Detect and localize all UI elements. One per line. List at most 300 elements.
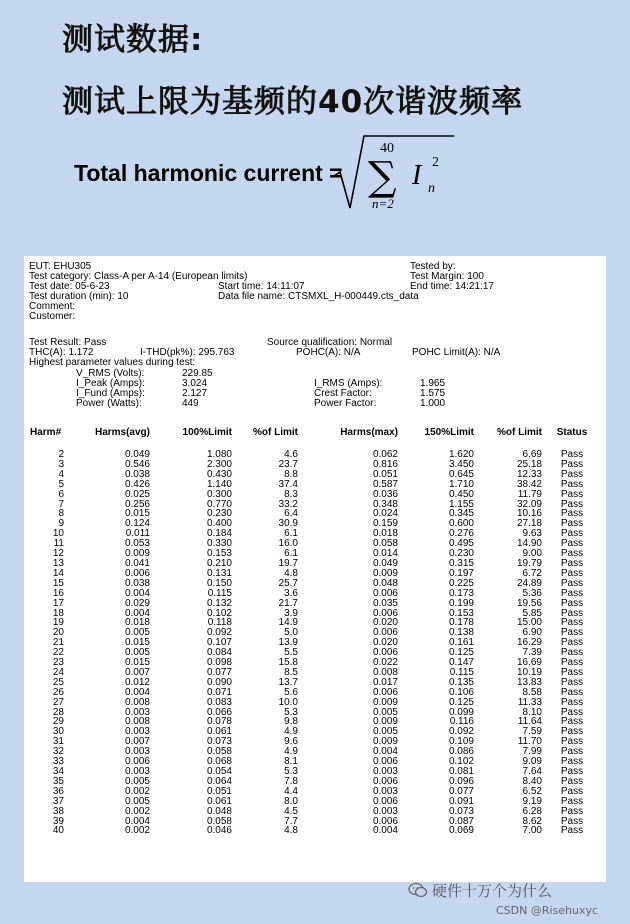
table-cell: 0.161: [448, 637, 474, 649]
table-cell: 0.048: [372, 577, 398, 589]
table-cell: 0.770: [206, 498, 232, 510]
table-cell: 11.33: [517, 696, 542, 708]
formula-subscript: n: [428, 181, 435, 196]
table-cell: 0.002: [124, 805, 150, 817]
status-cell: Pass: [560, 775, 584, 787]
table-cell: 0.006: [372, 815, 398, 827]
table-cell: 5.5: [284, 647, 298, 659]
thc-value: THC(A): 1.172: [29, 347, 94, 358]
table-cell: 0.430: [206, 468, 232, 480]
table-cell: 0.003: [372, 785, 398, 797]
table-cell: 16.69: [516, 657, 542, 669]
table-cell: 0.015: [124, 657, 150, 669]
status-cell: Pass: [560, 716, 584, 728]
table-cell: 0.024: [372, 508, 398, 520]
param-value: 1.575: [420, 388, 446, 399]
table-cell: 31: [52, 736, 64, 748]
table-cell: 10.19: [516, 666, 542, 678]
table-cell: 0.173: [448, 587, 474, 599]
table-cell: 0.049: [372, 557, 398, 569]
param-label: Crest Factor:: [314, 388, 372, 399]
table-cell: 0.029: [124, 597, 150, 609]
table-cell: 21: [52, 637, 64, 649]
status-cell: Pass: [560, 458, 584, 470]
table-cell: 0.816: [372, 458, 398, 470]
table-cell: 0.049: [124, 449, 150, 460]
param-value: 1.000: [420, 398, 446, 409]
table-cell: 24: [52, 666, 64, 678]
test-margin: Test Margin: 100: [410, 271, 484, 282]
status-cell: Pass: [560, 676, 584, 688]
table-cell: 0.008: [372, 666, 398, 678]
table-cell: 34: [52, 766, 64, 777]
table-cell: 0.006: [372, 756, 398, 768]
table-row: [28, 708, 600, 718]
table-cell: 0.022: [372, 657, 398, 669]
table-cell: 8.8: [284, 468, 298, 480]
table-cell: 16.29: [516, 637, 542, 649]
column-header: Harm#: [30, 426, 62, 438]
table-cell: 19.7: [278, 557, 298, 569]
status-cell: Pass: [560, 617, 584, 629]
formula-upper-limit: 40: [380, 141, 394, 156]
test-category: Test category: Class-A per A-14 (European limits): [29, 271, 248, 282]
eut-label: EUT: EHU305: [29, 261, 92, 272]
table-cell: 27: [52, 696, 64, 708]
status-cell: Pass: [560, 528, 584, 540]
table-cell: 13.9: [278, 637, 298, 649]
table-cell: 19.56: [516, 597, 542, 609]
harmonics-table: [28, 424, 600, 836]
table-cell: 0.003: [124, 746, 150, 758]
table-cell: 0.276: [448, 528, 474, 540]
wechat-watermark-text: 硬件十万个为什么: [432, 882, 553, 900]
table-cell: 0.069: [448, 825, 474, 837]
table-row: [28, 648, 600, 658]
table-cell: 0.256: [124, 498, 150, 510]
table-cell: 12: [52, 548, 64, 560]
table-cell: 0.006: [124, 756, 150, 768]
table-cell: 11: [53, 538, 64, 550]
table-row: [28, 609, 600, 619]
table-cell: 0.004: [124, 587, 150, 599]
table-cell: 6.1: [284, 548, 298, 560]
table-cell: 8.40: [522, 775, 542, 787]
table-row: [28, 559, 600, 569]
formula-sqrt-sum: [332, 132, 462, 212]
table-cell: 0.073: [206, 736, 232, 748]
table-cell: 7.99: [522, 746, 542, 758]
status-cell: Pass: [560, 538, 584, 550]
table-cell: 0.020: [372, 637, 398, 649]
table-cell: 0.135: [448, 676, 474, 688]
table-cell: 0.315: [448, 557, 474, 569]
table-cell: 1.140: [206, 478, 232, 490]
table-cell: 7.39: [522, 647, 542, 659]
status-cell: Pass: [560, 686, 584, 698]
table-cell: 0.345: [448, 508, 474, 520]
table-cell: 0.009: [372, 716, 398, 728]
table-cell: 7.8: [284, 775, 298, 787]
table-cell: 2.300: [206, 458, 232, 470]
param-label: Power Factor:: [314, 398, 377, 409]
table-cell: 0.038: [124, 468, 150, 480]
table-cell: 6.28: [522, 805, 542, 817]
table-cell: 8.3: [284, 488, 298, 500]
param-value: 3.024: [182, 378, 208, 389]
table-cell: 13.83: [516, 676, 542, 688]
table-cell: 0.348: [372, 498, 398, 510]
table-cell: 9: [58, 518, 64, 530]
table-cell: 0.004: [124, 815, 150, 827]
wechat-watermark: [408, 880, 552, 901]
table-cell: 18: [52, 607, 64, 619]
table-cell: 0.230: [448, 548, 474, 560]
formula-lower-limit: n=2: [372, 196, 394, 211]
table-cell: 5.0: [284, 627, 298, 639]
table-cell: 0.006: [372, 587, 398, 599]
formula-label: Total harmonic current =: [74, 160, 343, 186]
data-file-name: Data file name: CTSMXL_H-000449.cts_data: [218, 291, 419, 302]
test-report-sheet: [24, 256, 606, 882]
table-cell: 19: [52, 617, 64, 629]
table-row: [28, 490, 600, 500]
table-cell: 9.8: [284, 716, 298, 728]
table-cell: 0.004: [124, 686, 150, 698]
table-cell: 0.138: [448, 627, 474, 639]
thc-formula: [74, 132, 474, 212]
table-cell: 0.150: [206, 577, 232, 589]
table-cell: 32.09: [516, 498, 542, 510]
table-cell: 20: [52, 627, 64, 639]
table-cell: 0.225: [448, 577, 474, 589]
table-row: [28, 470, 600, 480]
table-row: [28, 817, 600, 827]
table-row: [28, 500, 600, 510]
status-cell: Pass: [560, 795, 584, 807]
table-cell: 8.5: [284, 666, 298, 678]
table-row: [28, 450, 600, 460]
table-cell: 0.014: [372, 548, 398, 560]
table-row: [28, 539, 600, 549]
table-row: [28, 618, 600, 628]
table-cell: 0.132: [206, 597, 232, 609]
table-cell: 0.092: [448, 726, 474, 738]
table-cell: 5.3: [284, 766, 298, 777]
table-cell: 0.051: [206, 785, 232, 797]
table-cell: 0.400: [206, 518, 232, 530]
table-cell: 0.009: [124, 548, 150, 560]
table-cell: 14: [52, 567, 64, 579]
table-cell: 0.115: [207, 587, 232, 599]
table-cell: 4.6: [284, 449, 298, 460]
table-row: [28, 529, 600, 539]
table-row: [28, 480, 600, 490]
table-cell: 7.00: [522, 825, 542, 837]
table-cell: 0.006: [372, 795, 398, 807]
table-cell: 14.9: [278, 617, 298, 629]
table-cell: 1.620: [448, 449, 474, 460]
table-cell: 4.9: [284, 746, 298, 758]
status-cell: Pass: [560, 805, 584, 817]
table-cell: 0.011: [125, 528, 150, 540]
table-cell: 7.7: [284, 815, 298, 827]
table-cell: 0.495: [448, 538, 474, 550]
table-cell: 0.006: [372, 627, 398, 639]
table-cell: 1.710: [448, 478, 474, 490]
table-row: [28, 628, 600, 638]
table-cell: 0.153: [206, 548, 232, 560]
table-cell: 23.7: [278, 458, 298, 470]
status-cell: Pass: [560, 726, 584, 738]
table-cell: 8: [58, 508, 64, 520]
table-cell: 0.106: [448, 686, 474, 698]
table-cell: 0.230: [206, 508, 232, 520]
table-cell: 0.199: [448, 597, 474, 609]
table-cell: 0.330: [206, 538, 232, 550]
table-cell: 0.015: [124, 637, 150, 649]
comment-label: Comment:: [29, 301, 76, 312]
column-header: 100%Limit: [182, 426, 232, 438]
status-cell: Pass: [560, 666, 584, 678]
table-cell: 8.62: [522, 815, 542, 827]
table-cell: 5: [58, 478, 64, 490]
table-row: [28, 658, 600, 668]
slide-subtitle: 测试上限为基频的40次谐波频率: [62, 84, 524, 120]
status-cell: Pass: [560, 647, 584, 659]
table-cell: 24.89: [516, 577, 542, 589]
table-cell: 0.159: [372, 518, 398, 530]
table-cell: 0.645: [448, 468, 474, 480]
table-cell: 8.1: [284, 756, 298, 768]
table-cell: 25.18: [516, 458, 542, 470]
status-cell: Pass: [560, 657, 584, 669]
status-cell: Pass: [560, 627, 584, 639]
table-cell: 6.90: [522, 627, 542, 639]
table-cell: 0.054: [206, 766, 232, 777]
table-cell: 0.051: [372, 468, 398, 480]
tested-by-label: Tested by:: [410, 261, 456, 272]
table-cell: 0.058: [206, 746, 232, 758]
table-row: [28, 460, 600, 470]
table-row: [28, 777, 600, 787]
table-cell: 8.58: [522, 686, 542, 698]
table-cell: 0.008: [124, 696, 150, 708]
table-cell: 5.6: [284, 686, 298, 698]
table-cell: 0.020: [372, 617, 398, 629]
table-cell: 0.018: [372, 528, 398, 540]
table-cell: 0.017: [372, 676, 398, 688]
table-cell: 0.007: [124, 736, 150, 748]
table-row: [28, 579, 600, 589]
table-cell: 0.086: [448, 746, 474, 758]
formula-superscript: 2: [432, 155, 439, 170]
pohc-value: POHC(A): N/A: [296, 347, 361, 358]
status-cell: Pass: [560, 587, 584, 599]
table-cell: 2: [58, 449, 64, 460]
table-cell: 0.092: [206, 627, 232, 639]
table-cell: 5.36: [522, 587, 542, 599]
table-cell: 0.081: [448, 766, 474, 777]
table-row: [28, 678, 600, 688]
table-row: [28, 757, 600, 767]
table-cell: 4.5: [284, 805, 298, 817]
table-cell: 5.3: [284, 706, 298, 718]
status-cell: Pass: [560, 756, 584, 768]
table-cell: 9.09: [522, 756, 542, 768]
table-cell: 0.091: [448, 795, 474, 807]
table-cell: 0.003: [372, 805, 398, 817]
table-cell: 37: [52, 795, 64, 807]
table-cell: 30: [52, 726, 64, 738]
table-row: [28, 747, 600, 757]
table-cell: 38.42: [516, 478, 542, 490]
table-cell: 4.4: [284, 785, 298, 797]
table-cell: 6.4: [284, 508, 298, 520]
ithd-value: I-THD(pk%): 295.763: [140, 347, 235, 358]
status-cell: Pass: [560, 449, 584, 460]
table-cell: 0.005: [124, 627, 150, 639]
table-cell: 16.0: [278, 538, 298, 550]
table-cell: 0.600: [448, 518, 474, 530]
table-cell: 0.046: [206, 825, 232, 837]
table-cell: 0.007: [124, 666, 150, 678]
table-cell: 33: [52, 756, 64, 768]
table-cell: 3: [58, 458, 64, 470]
table-cell: 0.125: [448, 696, 474, 708]
status-cell: Pass: [560, 567, 584, 579]
param-value: 449: [182, 398, 199, 409]
status-cell: Pass: [560, 637, 584, 649]
csdn-watermark: CSDN @Risehuxyc: [496, 904, 599, 917]
table-row: [28, 797, 600, 807]
table-cell: 0.426: [124, 478, 150, 490]
table-cell: 0.096: [448, 775, 474, 787]
table-cell: 6.1: [284, 528, 298, 540]
column-header: Harms(max): [340, 426, 398, 438]
status-cell: Pass: [560, 478, 584, 490]
table-cell: 0.006: [372, 607, 398, 619]
status-cell: Pass: [560, 468, 584, 480]
table-cell: 0.102: [448, 756, 474, 768]
table-cell: 3.9: [284, 607, 298, 619]
table-cell: 3.6: [284, 587, 298, 599]
table-cell: 37.4: [278, 478, 298, 490]
table-cell: 0.131: [206, 567, 232, 579]
status-cell: Pass: [560, 488, 584, 500]
table-cell: 15.8: [278, 657, 298, 669]
table-cell: 0.546: [124, 458, 150, 470]
table-row: [28, 826, 600, 836]
status-cell: Pass: [560, 518, 584, 530]
table-cell: 0.002: [124, 825, 150, 837]
table-cell: 0.062: [372, 449, 398, 460]
table-cell: 0.041: [124, 557, 150, 569]
status-cell: Pass: [560, 825, 584, 837]
table-cell: 0.184: [206, 528, 232, 540]
table-cell: 1.155: [448, 498, 474, 510]
table-cell: 14.90: [516, 538, 542, 550]
table-cell: 0.025: [124, 488, 150, 500]
table-cell: 0.300: [206, 488, 232, 500]
status-cell: Pass: [560, 557, 584, 569]
table-cell: 0.061: [206, 795, 232, 807]
table-cell: 0.018: [124, 617, 150, 629]
param-label: I_Peak (Amps):: [76, 378, 145, 389]
table-cell: 11.79: [517, 488, 542, 500]
table-cell: 9.63: [522, 528, 542, 540]
table-cell: 32: [52, 746, 64, 758]
table-row: [28, 638, 600, 648]
test-duration: Test duration (min): 10: [29, 291, 129, 302]
table-cell: 0.006: [124, 567, 150, 579]
table-cell: 0.036: [372, 488, 398, 500]
table-header-row: [28, 424, 600, 440]
table-cell: 0.178: [448, 617, 474, 629]
column-header: %of Limit: [497, 426, 542, 438]
table-cell: 33.2: [278, 498, 298, 510]
status-cell: Pass: [560, 706, 584, 718]
table-cell: 25.7: [278, 577, 298, 589]
table-cell: 0.068: [206, 756, 232, 768]
table-cell: 0.077: [448, 785, 474, 797]
table-cell: 0.048: [206, 805, 232, 817]
table-cell: 7.64: [522, 766, 542, 777]
table-cell: 0.118: [207, 617, 232, 629]
table-cell: 4: [58, 468, 64, 480]
table-cell: 4.8: [284, 567, 298, 579]
column-header: Status: [556, 426, 588, 438]
table-cell: 10: [52, 528, 64, 540]
status-cell: Pass: [560, 597, 584, 609]
table-cell: 39: [52, 815, 64, 827]
test-date: Test date: 05-6-23: [29, 281, 110, 292]
table-row: [28, 509, 600, 519]
table-cell: 0.210: [206, 557, 232, 569]
table-cell: 0.115: [449, 666, 474, 678]
table-cell: 0.005: [124, 795, 150, 807]
table-cell: 11.70: [517, 736, 542, 748]
table-cell: 0.003: [124, 706, 150, 718]
table-cell: 0.147: [448, 657, 474, 669]
table-cell: 29: [52, 716, 64, 728]
table-cell: 0.005: [124, 775, 150, 787]
table-row: [28, 569, 600, 579]
table-cell: 0.125: [448, 647, 474, 659]
table-row: [28, 668, 600, 678]
param-label: Power (Watts):: [76, 398, 142, 409]
param-value: 229.85: [182, 368, 213, 379]
table-cell: 0.587: [372, 478, 398, 490]
table-cell: 0.002: [124, 785, 150, 797]
table-cell: 26: [52, 686, 64, 698]
table-cell: 0.098: [206, 657, 232, 669]
formula-variable: I: [412, 160, 422, 191]
status-cell: Pass: [560, 607, 584, 619]
status-cell: Pass: [560, 766, 584, 777]
table-cell: 0.102: [206, 607, 232, 619]
table-cell: 0.084: [206, 647, 232, 659]
status-cell: Pass: [560, 815, 584, 827]
table-cell: 28: [52, 706, 64, 718]
table-cell: 0.005: [124, 647, 150, 659]
param-label: I_Fund (Amps):: [76, 388, 145, 399]
table-cell: 0.073: [448, 805, 474, 817]
source-qualification: Source qualification: Normal: [267, 337, 393, 348]
table-row: [28, 698, 600, 708]
table-cell: 0.109: [448, 736, 474, 748]
table-cell: 23: [52, 657, 64, 669]
